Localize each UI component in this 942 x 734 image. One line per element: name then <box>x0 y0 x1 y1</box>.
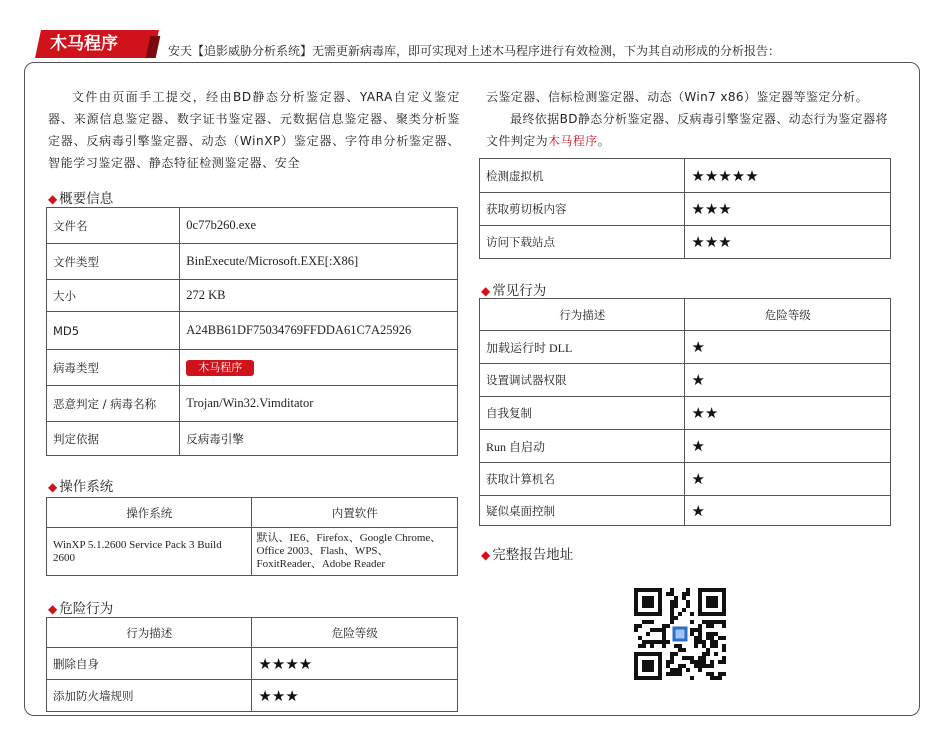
table-row <box>480 463 891 496</box>
verdict-sentence: 最终依据BD静态分析鉴定器、反病毒引擎鉴定器、动态行为鉴定器将文件判定为 <box>486 112 888 148</box>
behavior-desc: 加载运行时 DLL <box>480 331 685 364</box>
virus-type-badge: 木马程序 <box>186 360 254 376</box>
common-table <box>479 298 891 526</box>
behavior-desc: 检测虚拟机 <box>480 159 685 193</box>
column-header: 危险等级 <box>685 299 891 331</box>
report-qr-code[interactable] <box>634 588 726 680</box>
diamond-bullet-icon: ◆ <box>48 602 58 616</box>
column-header: 行为描述 <box>480 299 685 331</box>
danger-level-stars: ★★★ <box>252 680 458 712</box>
column-header: 操作系统 <box>47 498 252 528</box>
overview-value: 反病毒引擎 <box>180 422 458 456</box>
table-row <box>480 496 891 526</box>
report-title-text: 完整报告地址 <box>492 547 574 563</box>
overview-label: 文件类型 <box>47 244 180 280</box>
verdict-end: 。 <box>597 134 611 148</box>
table-row <box>480 364 891 397</box>
intro-paragraph-left-text: 文件由页面手工提交，经由BD静态分析鉴定器、YARA自定义鉴定器、来源信息鉴定器、数字证书鉴定器、元数据信息鉴定器、聚类分析鉴定器、反病毒引擎鉴定器、动态（WinXP）鉴定器、字符串分析鉴定器、智能学习鉴定器、静态特征检测鉴定器、安全 <box>48 90 460 170</box>
table-row <box>47 208 458 244</box>
overview-label: 文件名 <box>47 208 180 244</box>
intro-paragraph-right <box>486 86 898 152</box>
table-row <box>47 528 458 576</box>
table-row <box>480 397 891 430</box>
overview-value: BinExecute/Microsoft.EXE[:X86] <box>180 244 458 280</box>
table-row <box>47 680 458 712</box>
danger-level-stars: ★★★★ <box>252 648 458 680</box>
danger-level-stars: ★★★ <box>685 193 891 226</box>
overview-label: 病毒类型 <box>47 350 180 386</box>
os-value: WinXP 5.1.2600 Service Pack 3 Build 2600 <box>47 528 252 576</box>
table-header-row <box>47 618 458 648</box>
os-table <box>46 497 458 576</box>
table-row <box>47 386 458 422</box>
danger-level-stars: ★★★★★ <box>685 159 891 193</box>
common-title-text: 常见行为 <box>492 283 547 299</box>
behavior-desc: 添加防火墙规则 <box>47 680 252 712</box>
overview-label: 大小 <box>47 280 180 312</box>
danger-level-stars: ★★ <box>685 397 891 430</box>
diamond-bullet-icon: ◆ <box>481 284 491 298</box>
behavior-desc: 疑似桌面控制 <box>480 496 685 526</box>
table-row <box>47 422 458 456</box>
verdict-highlight: 木马程序 <box>548 134 598 148</box>
table-row <box>480 159 891 193</box>
column-header: 内置软件 <box>252 498 458 528</box>
common-title <box>481 279 546 299</box>
danger-title <box>48 597 113 617</box>
table-header-row <box>480 299 891 331</box>
intro-paragraph-right-line1: 云鉴定器、信标检测鉴定器、动态（Win7 x86）鉴定器等鉴定分析。 <box>486 90 868 104</box>
diamond-bullet-icon: ◆ <box>481 548 491 562</box>
diamond-bullet-icon: ◆ <box>48 480 58 494</box>
header-intro: 安天【追影威胁分析系统】无需更新病毒库，即可实现对上述木马程序进行有效检测，下为其自动形成的分析报告： <box>168 44 781 58</box>
behavior-desc: 访问下载站点 <box>480 226 685 259</box>
column-header: 危险等级 <box>252 618 458 648</box>
danger-title-text: 危险行为 <box>59 601 114 617</box>
os-title-text: 操作系统 <box>59 479 114 495</box>
overview-title <box>48 187 113 207</box>
danger-table-continued <box>479 158 891 259</box>
danger-level-stars: ★ <box>685 364 891 397</box>
table-row <box>47 312 458 350</box>
danger-table <box>46 617 458 712</box>
diamond-bullet-icon: ◆ <box>48 192 58 206</box>
table-row <box>480 331 891 364</box>
overview-label: 判定依据 <box>47 422 180 456</box>
behavior-desc: Run 自启动 <box>480 430 685 463</box>
report-title <box>481 543 573 563</box>
danger-level-stars: ★ <box>685 430 891 463</box>
overview-title-text: 概要信息 <box>59 191 114 207</box>
os-title <box>48 475 113 495</box>
header-tab-label: 木马程序 <box>50 34 118 54</box>
software-value: 默认、IE6、Firefox、Google Chrome、Office 2003、Flash、WPS、FoxitReader、Adobe Reader <box>252 528 458 576</box>
behavior-desc: 删除自身 <box>47 648 252 680</box>
overview-value: 272 KB <box>180 280 458 312</box>
table-row <box>480 430 891 463</box>
table-row <box>47 244 458 280</box>
overview-table <box>46 207 458 456</box>
overview-value: A24BB61DF75034769FFDDA61C7A25926 <box>180 312 458 350</box>
behavior-desc: 自我复制 <box>480 397 685 430</box>
danger-level-stars: ★ <box>685 463 891 496</box>
table-row <box>47 350 458 386</box>
danger-level-stars: ★ <box>685 331 891 364</box>
danger-level-stars: ★ <box>685 496 891 526</box>
behavior-desc: 获取剪切板内容 <box>480 193 685 226</box>
table-row <box>47 648 458 680</box>
intro-paragraph-left <box>48 86 460 174</box>
overview-label: MD5 <box>47 312 180 350</box>
danger-level-stars: ★★★ <box>685 226 891 259</box>
overview-value: 0c77b260.exe <box>180 208 458 244</box>
behavior-desc: 设置调试器权限 <box>480 364 685 397</box>
table-row <box>480 226 891 259</box>
behavior-desc: 获取计算机名 <box>480 463 685 496</box>
column-header: 行为描述 <box>47 618 252 648</box>
table-header-row <box>47 498 458 528</box>
table-row <box>480 193 891 226</box>
overview-value: Trojan/Win32.Vimditator <box>180 386 458 422</box>
intro-paragraph-right-line2 <box>486 108 898 152</box>
overview-value <box>180 350 458 386</box>
overview-label: 恶意判定 / 病毒名称 <box>47 386 180 422</box>
table-row <box>47 280 458 312</box>
